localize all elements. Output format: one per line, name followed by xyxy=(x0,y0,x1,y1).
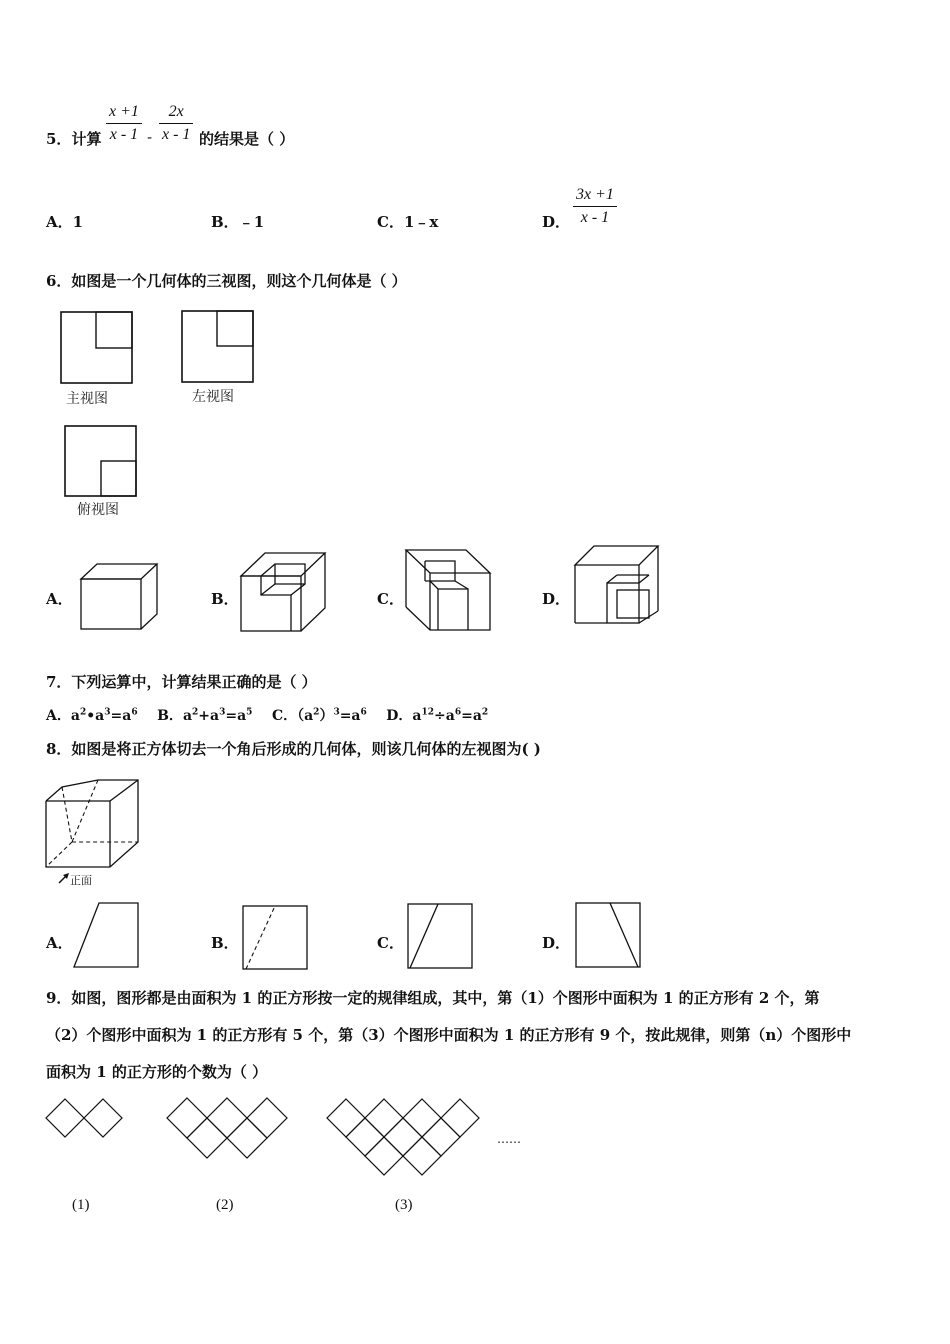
q6-left-view-figure xyxy=(181,310,256,385)
q6-option-b-label[interactable]: B． xyxy=(211,590,239,608)
q5-option-b[interactable] xyxy=(211,211,264,232)
q6-option-b-solid[interactable] xyxy=(240,550,330,635)
q9-stem xyxy=(46,980,908,1091)
q9-line-3: 面积为 1 的正方形的个数为（ ） xyxy=(46,1063,268,1081)
q5-option-a-label: A． xyxy=(46,213,73,231)
q9-caption-3: (3) xyxy=(395,1197,413,1213)
q5-fraction-1-denominator: x - 1 xyxy=(109,126,139,143)
q5-option-d-fraction xyxy=(573,186,617,227)
q5-number: 5． xyxy=(46,130,72,148)
q5-option-d-label: D． xyxy=(542,213,571,231)
q6-front-view-label: 主视图 xyxy=(66,391,108,407)
q9-caption-1: (1) xyxy=(72,1197,90,1213)
q5-option-c-text: 1﹣x xyxy=(403,213,439,231)
q7-option-a[interactable]: A．$a^2•a^3=a^6$ xyxy=(46,707,138,724)
q6-option-a-cube[interactable] xyxy=(80,563,160,633)
q5-option-a[interactable] xyxy=(46,211,83,232)
q6-left-view-label: 左视图 xyxy=(192,389,234,405)
q8-option-a-figure[interactable] xyxy=(73,902,141,970)
q5-option-d-numerator: 3x +1 xyxy=(573,186,617,207)
q8-stem: 8．如图是将正方体切去一个角后形成的几何体，则该几何体的左视图为( ) xyxy=(46,740,541,758)
q9-pattern-2 xyxy=(165,1096,289,1160)
q6-option-a-label[interactable]: A． xyxy=(46,590,73,608)
q8-option-d-figure[interactable] xyxy=(575,902,643,970)
q6-option-c-label[interactable]: C． xyxy=(377,590,404,608)
q5-fraction-2 xyxy=(159,103,193,144)
q5-option-d[interactable] xyxy=(542,211,570,232)
q6-top-view-figure xyxy=(64,425,139,500)
q6-stem: 6．如图是一个几何体的三视图，则这个几何体是（ ） xyxy=(46,272,407,290)
q5-option-c-label: C． xyxy=(377,213,404,231)
q8-front-label: 正面 xyxy=(70,874,92,887)
q5-option-c[interactable] xyxy=(377,211,438,232)
q8-option-d-label[interactable]: D． xyxy=(542,934,571,952)
q8-option-a-label[interactable]: A． xyxy=(46,934,73,952)
q5-suffix: 的结果是（ ） xyxy=(199,130,295,148)
q7-option-d[interactable]: D．$a^{12}\div a^6=a^2$ xyxy=(386,707,489,724)
q7-option-b[interactable]: B．$a^2+a^3=a^5$ xyxy=(157,707,253,724)
q7-options-row xyxy=(46,705,488,725)
q5-prefix: 计算 xyxy=(71,130,102,148)
q6-top-view-label: 俯视图 xyxy=(77,502,119,518)
q5-fraction-1-numerator: x +1 xyxy=(106,103,142,124)
q8-option-c-figure[interactable] xyxy=(407,903,475,971)
q5-fraction-2-numerator: 2x xyxy=(159,103,193,124)
q8-option-c-label[interactable]: C． xyxy=(377,934,404,952)
q5-fraction-1 xyxy=(106,103,142,144)
q5-option-d-denominator: x - 1 xyxy=(580,209,610,226)
q6-option-c-solid[interactable] xyxy=(405,549,495,634)
q7-option-c[interactable]: C．$(a^2)^3=a^6$ xyxy=(271,707,367,724)
q7-stem: 7．下列运算中，计算结果正确的是（ ） xyxy=(46,673,317,691)
q9-pattern-1 xyxy=(44,1097,128,1141)
q9-line-2: （2）个图形中面积为 1 的正方形有 5 个，第（3）个图形中面积为 1 的正方形有 9 个，按此规律，则第（n）个图形中 xyxy=(46,1026,852,1044)
q8-front-arrow-icon xyxy=(58,872,70,884)
q9-pattern-3 xyxy=(325,1097,487,1179)
q9-ellipsis: …… xyxy=(497,1132,521,1146)
q5-option-a-text: 1 xyxy=(72,213,84,231)
q5-stem xyxy=(46,128,101,149)
q9-line-1: 9．如图，图形都是由面积为 1 的正方形按一定的规律组成，其中，第（1）个图形中面积为 1 的正方形有 2 个，第 xyxy=(46,989,820,1007)
q6-front-view-figure xyxy=(60,311,135,386)
q9-caption-2: (2) xyxy=(216,1197,234,1213)
q8-option-b-label[interactable]: B． xyxy=(211,934,239,952)
q8-option-b-figure[interactable] xyxy=(242,905,310,973)
q8-truncated-cube-figure xyxy=(44,777,144,877)
q6-option-d-label[interactable]: D． xyxy=(542,590,571,608)
q6-option-d-solid[interactable] xyxy=(572,545,662,627)
q5-minus: - xyxy=(147,128,153,146)
q5-option-b-label: B． xyxy=(211,213,239,231)
q5-fraction-2-denominator: x - 1 xyxy=(162,126,191,143)
q5-option-b-text: ﹣1 xyxy=(238,213,265,231)
